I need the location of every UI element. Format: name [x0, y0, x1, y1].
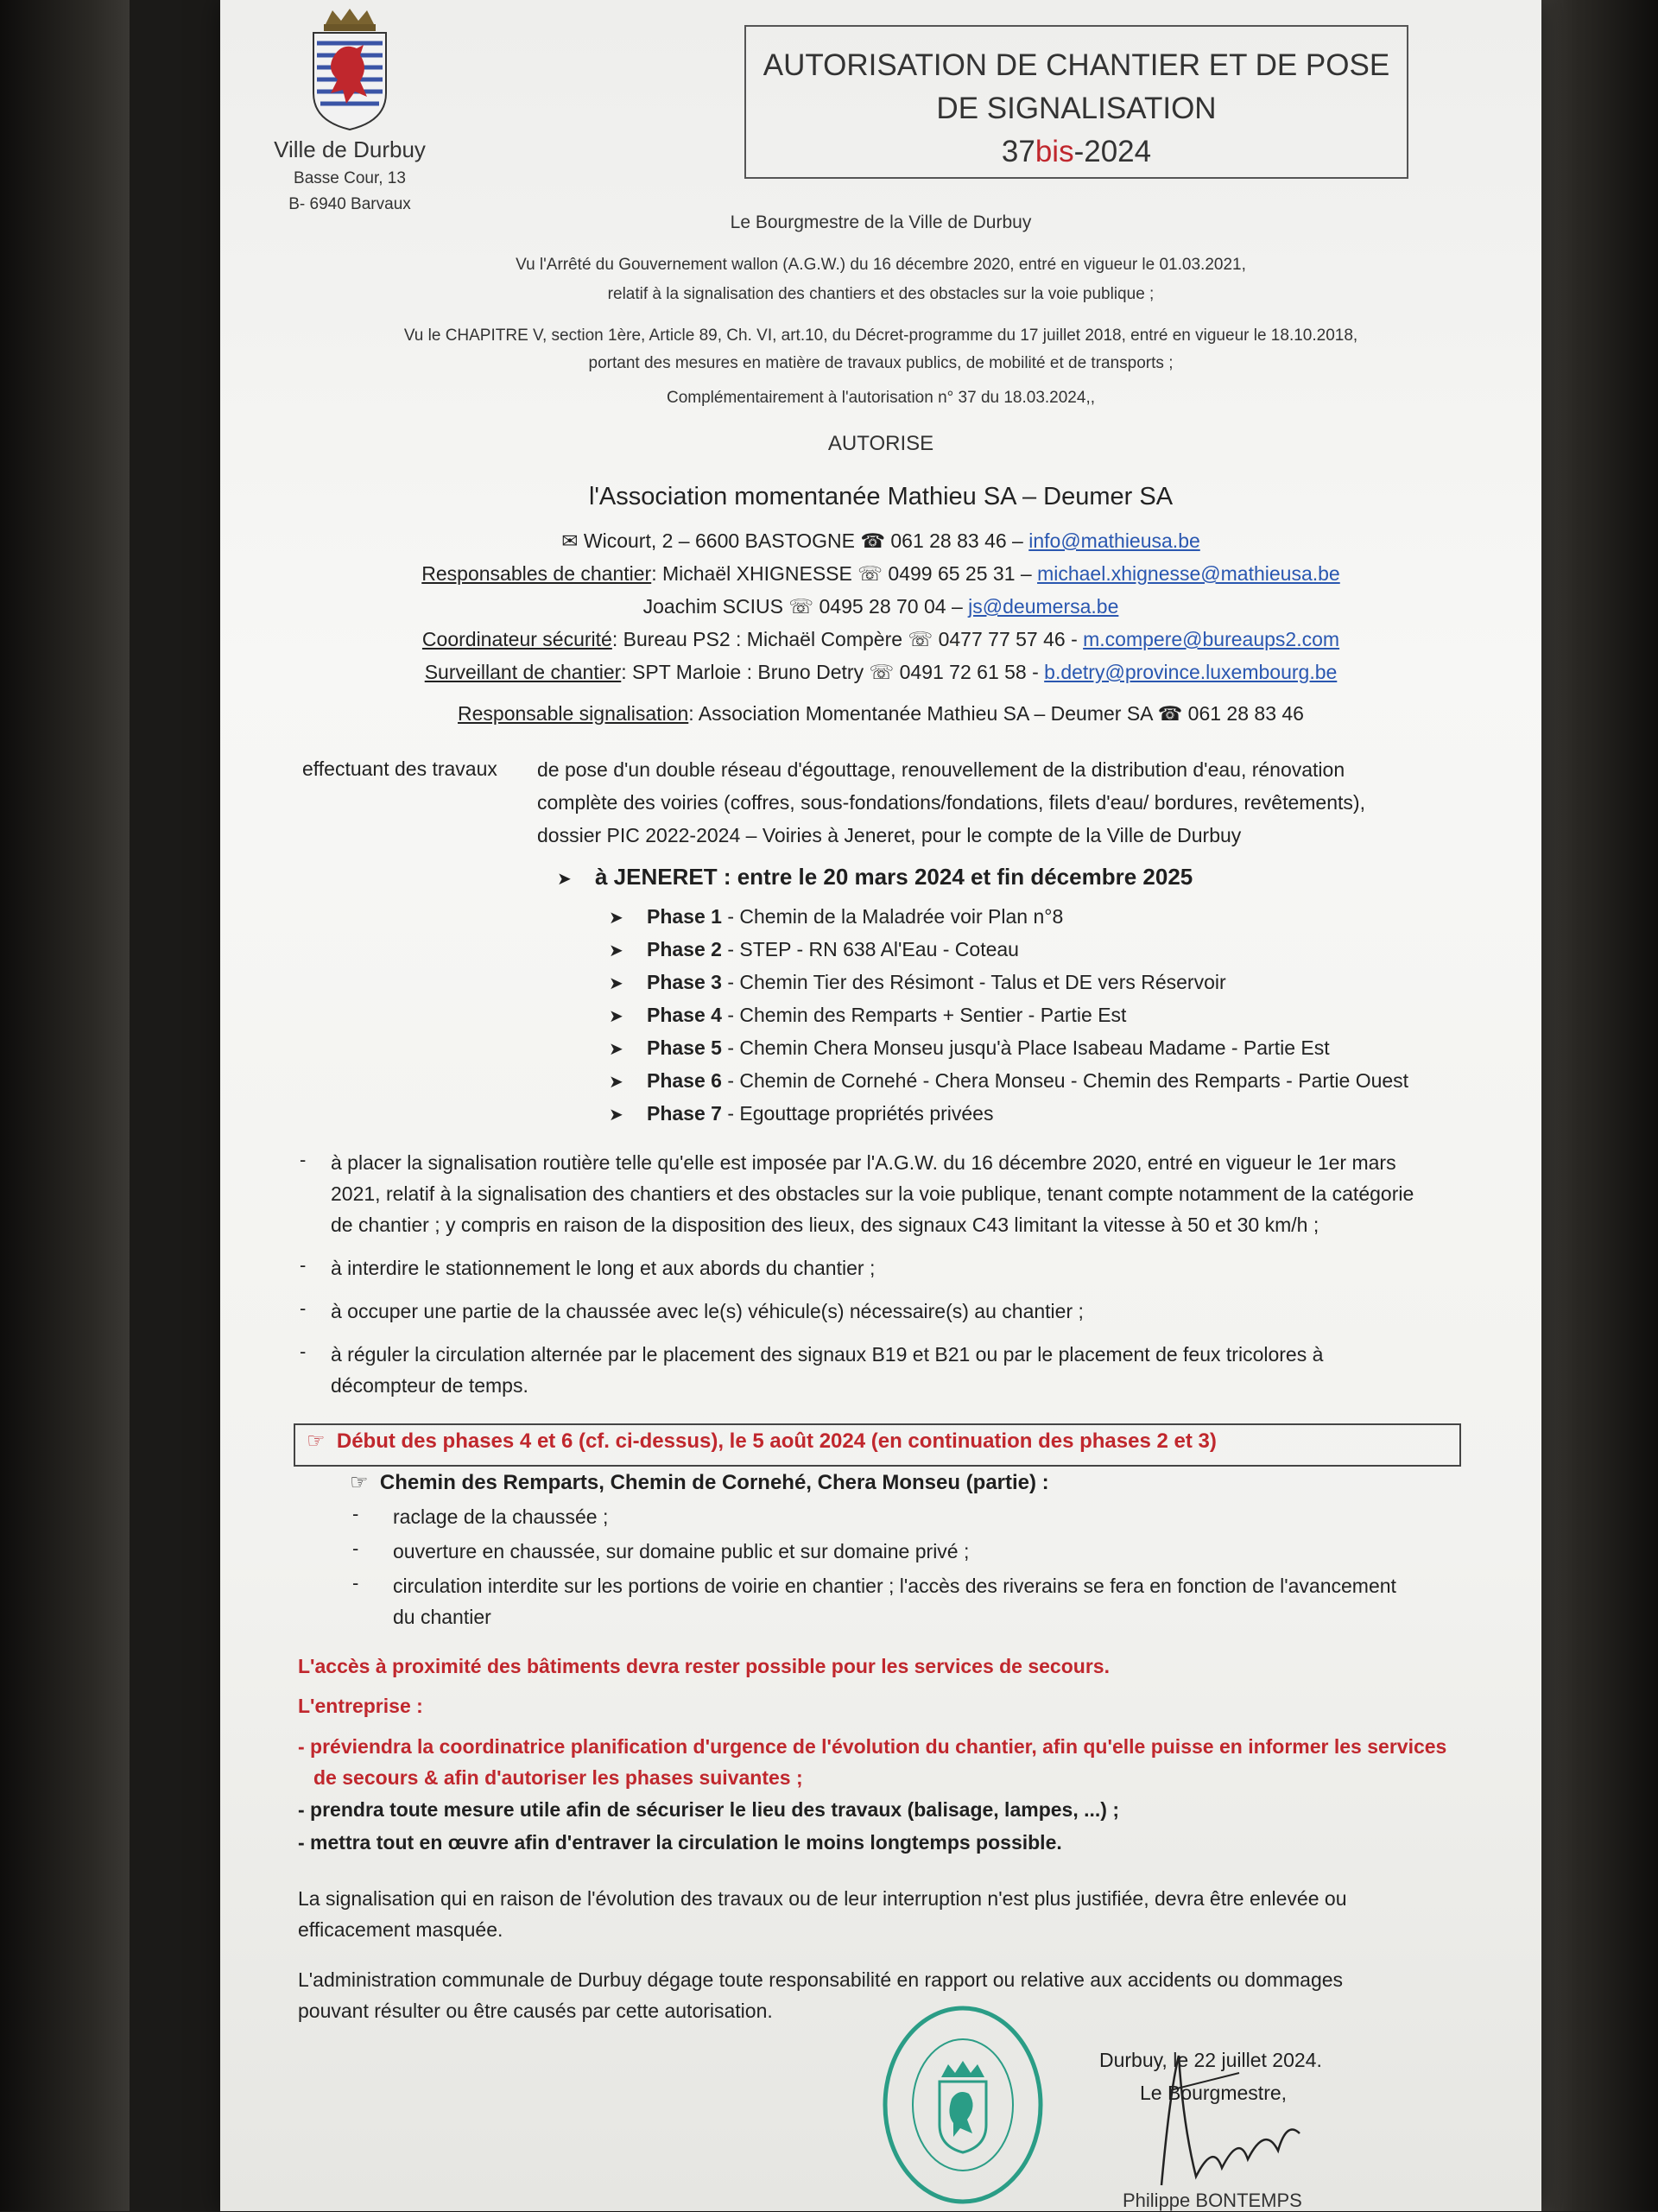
condition-signalling: à placer la signalisation routière telle qu'elle est imposée par l'A.G.W. du 16 décembre 2020, entré en vigueur le 1er mars 2021, relatif à la signalisation des chantiers et des obstacles sur la voie publique, tenant compte notamment de la catégorie de chantier ; y compris en raison de la disposition des lieux, des signaux C43 limitant la vitesse à 50 et 30 km/h ; [331, 1151, 1414, 1236]
envelope-icon: ✉ [561, 529, 579, 552]
supervisor-email-link[interactable]: b.detry@province.luxembourg.be [1044, 661, 1338, 683]
contractor-name: l'Association momentanée Mathieu SA – Deumer SA [588, 483, 1174, 510]
legal-basis-2a: Vu le CHAPITRE V, section 1ère, Article 89, Ch. VI, art.10, du Décret-programme du 17 juillet 2018, entré en vigueur le 18.10.2018, [403, 326, 1358, 345]
coat-of-arms-icon [307, 7, 393, 132]
affected-streets: ☞ Chemin des Remparts, Chemin de Cornehé, Chera Monseu (partie) : [350, 1471, 1049, 1494]
notice-item-2: ouverture en chaussée, sur domaine public et sur domaine privé ; [393, 1540, 970, 1562]
liability-disclaimer: L'administration communale de Durbuy dégage toute responsabilité en rapport ou relative aux accidents ou dommages pouvant résulter ou être causés par cette autorisation. [298, 1968, 1344, 2022]
emergency-access-note: L'accès à proximité des bâtiments devra rester possible pour les services de secours. [298, 1655, 1110, 1677]
dash-bullet: - [300, 1149, 307, 1170]
condition-roadway: à occuper une partie de la chaussée avec le(s) véhicule(s) nécessaire(s) au chantier ; [331, 1300, 1084, 1322]
hand-pointer-icon: ☞ [307, 1429, 326, 1453]
arrow-bullet-icon: ➤ [609, 1106, 623, 1125]
phase-start-notice: ☞ Début des phases 4 et 6 (cf. ci-dessus), le 5 août 2024 (en continuation des phases 2 et 3) [307, 1429, 1217, 1453]
site-manager-2-row: Joachim SCIUS ☏ 0495 28 70 04 – js@deumersa.be [642, 595, 1119, 618]
works-description: de pose d'un double réseau d'égouttage, renouvellement de la distribution d'eau, rénovation complète des voiries (coffres, sous-fondations/fondations, filets d'eau/ bordures, revêtements), dossier PIC 2022-2024 – Voiries à Jeneret, pour le compte de la Ville de Durbuy [537, 758, 1365, 846]
authorization-number: 37bis-2024 [1001, 135, 1152, 168]
dash-bullet: - [300, 1341, 307, 1362]
company-obligation-2: - prendra toute mesure utile afin de sécuriser le lieu des travaux (balisage, lampes, ...) ; [298, 1798, 1119, 1821]
dash-bullet: - [300, 1254, 307, 1276]
condition-parking: à interdire le stationnement le long et aux abords du chantier ; [331, 1257, 876, 1279]
signalling-manager-row: Responsable signalisation: Association Momentanée Mathieu SA – Deumer SA ☎ 061 28 83 46 [458, 702, 1304, 725]
company-heading: L'entreprise : [298, 1695, 423, 1717]
photo-background-right [1541, 0, 1658, 2211]
document-title-box [744, 25, 1408, 179]
phase-item: ➤ Phase 1 - Chemin de la Maladrée voir Plan n°8 [609, 905, 1064, 928]
phone-icon: ☎ [860, 529, 885, 552]
site-managers-row: Responsables de chantier: Michaël XHIGNESSE ☏ 0499 65 25 31 – michael.xhignesse@mathieusa.be [421, 562, 1340, 585]
mobile-icon: ☏ [788, 595, 814, 618]
phase-list [609, 905, 1559, 1135]
notice-item-3: circulation interdite sur les portions de voirie en chantier ; l'accès des riverains se fera en fonction de l'avancement du chantier [393, 1575, 1396, 1628]
arrow-bullet-icon: ➤ [609, 1007, 623, 1026]
municipality-address-city: B- 6940 Barvaux [288, 195, 411, 213]
title-line-2: DE SIGNALISATION [936, 92, 1217, 125]
arrow-bullet-icon: ➤ [609, 1040, 623, 1059]
mobile-icon: ☏ [869, 661, 895, 683]
legal-basis-1a: Vu l'Arrêté du Gouvernement wallon (A.G.W.) du 16 décembre 2020, entré en vigueur le 01.03.2021, [516, 256, 1246, 274]
dash-bullet: - [352, 1537, 359, 1559]
mobile-icon: ☏ [857, 562, 883, 585]
dash-bullet: - [352, 1572, 359, 1594]
company-obligation-1: - préviendra la coordinatrice planification d'urgence de l'évolution du chantier, afin qu'elle puisse en informer les services de secours & afin d'autoriser les phases suivantes ; [298, 1735, 1447, 1789]
legal-basis-2b: portant des mesures en matière de travaux publics, de mobilité et de transports ; [588, 354, 1174, 372]
phase-item: ➤ Phase 4 - Chemin des Remparts + Sentier - Partie Est [609, 1004, 1127, 1026]
complement-note: Complémentairement à l'autorisation n° 37 du 18.03.2024,, [666, 389, 1096, 407]
manager-1-email-link[interactable]: michael.xhignesse@mathieusa.be [1037, 562, 1340, 585]
phase-item: ➤ Phase 5 - Chemin Chera Monseu jusqu'à Place Isabeau Madame - Partie Est [609, 1036, 1330, 1059]
handwritten-signature [1136, 2038, 1326, 2211]
bourgmestre-heading: Le Bourgmestre de la Ville de Durbuy [730, 212, 1032, 232]
phase-item: ➤ Phase 2 - STEP - RN 638 Al'Eau - Coteau [609, 938, 1019, 960]
title-line-1: AUTORISATION DE CHANTIER ET DE POSE [763, 48, 1390, 82]
phone-icon: ☎ [1157, 702, 1183, 725]
coordinator-email-link[interactable]: m.compere@bureaups2.com [1083, 628, 1340, 650]
contractor-email-link[interactable]: info@mathieusa.be [1028, 529, 1200, 552]
phase-item: ➤ Phase 6 - Chemin de Cornehé - Chera Monseu - Chemin des Remparts - Partie Ouest [609, 1069, 1409, 1092]
hand-pointer-icon: ☞ [350, 1471, 369, 1494]
dash-bullet: - [352, 1503, 359, 1524]
phase-item: ➤ Phase 7 - Egouttage propriétés privées [609, 1102, 994, 1125]
company-obligation-3: - mettra tout en œuvre afin d'entraver la circulation le moins longtemps possible. [298, 1831, 1062, 1854]
condition-traffic: à réguler la circulation alternée par le placement des signaux B19 et B21 ou par le placement de feux tricolores à décompteur de temps. [331, 1343, 1324, 1397]
photo-background-left [0, 0, 130, 2211]
municipality-address-street: Basse Cour, 13 [294, 169, 406, 187]
contractor-contact: ✉ Wicourt, 2 – 6600 BASTOGNE ☎ 061 28 83 46 – info@mathieusa.be [561, 529, 1200, 552]
site-supervisor-row: Surveillant de chantier: SPT Marloie : Bruno Detry ☏ 0491 72 61 58 - b.detry@province.luxembourg.be [424, 661, 1338, 683]
arrow-bullet-icon: ➤ [557, 870, 572, 889]
manager-2-email-link[interactable]: js@deumersa.be [968, 595, 1119, 618]
legal-basis-1b: relatif à la signalisation des chantiers et des obstacles sur la voie publique ; [607, 285, 1155, 303]
works-label: effectuant des travaux [302, 757, 497, 780]
location-period: ➤ à JENERET : entre le 20 mars 2024 et fin décembre 2025 [557, 864, 1193, 890]
signalling-removal-note: La signalisation qui en raison de l'évolution des travaux ou de leur interruption n'est plus justifiée, devra être enlevée ou efficacement masquée. [298, 1887, 1347, 1941]
municipality-name: Ville de Durbuy [274, 136, 426, 162]
mobile-icon: ☏ [908, 628, 933, 650]
phase-item: ➤ Phase 3 - Chemin Tier des Résimont - Talus et DE vers Réservoir [609, 971, 1226, 993]
signatory-name: Philippe BONTEMPS [1123, 2190, 1302, 2211]
arrow-bullet-icon: ➤ [609, 941, 623, 960]
arrow-bullet-icon: ➤ [609, 909, 623, 928]
signature-date: Durbuy, le 22 juillet 2024. [1099, 2049, 1322, 2071]
notice-item-1: raclage de la chaussée ; [393, 1505, 609, 1528]
arrow-bullet-icon: ➤ [609, 1073, 623, 1092]
dash-bullet: - [300, 1297, 307, 1319]
municipal-seal [881, 2004, 1045, 2207]
arrow-bullet-icon: ➤ [609, 974, 623, 993]
autorise-heading: AUTORISE [827, 432, 934, 455]
signature-role: Le Bourgmestre, [1140, 2082, 1288, 2104]
safety-coordinator-row: Coordinateur sécurité: Bureau PS2 : Michaël Compère ☏ 0477 77 57 46 - m.compere@bureaups2.com [421, 628, 1340, 650]
document-page [220, 0, 1541, 2211]
